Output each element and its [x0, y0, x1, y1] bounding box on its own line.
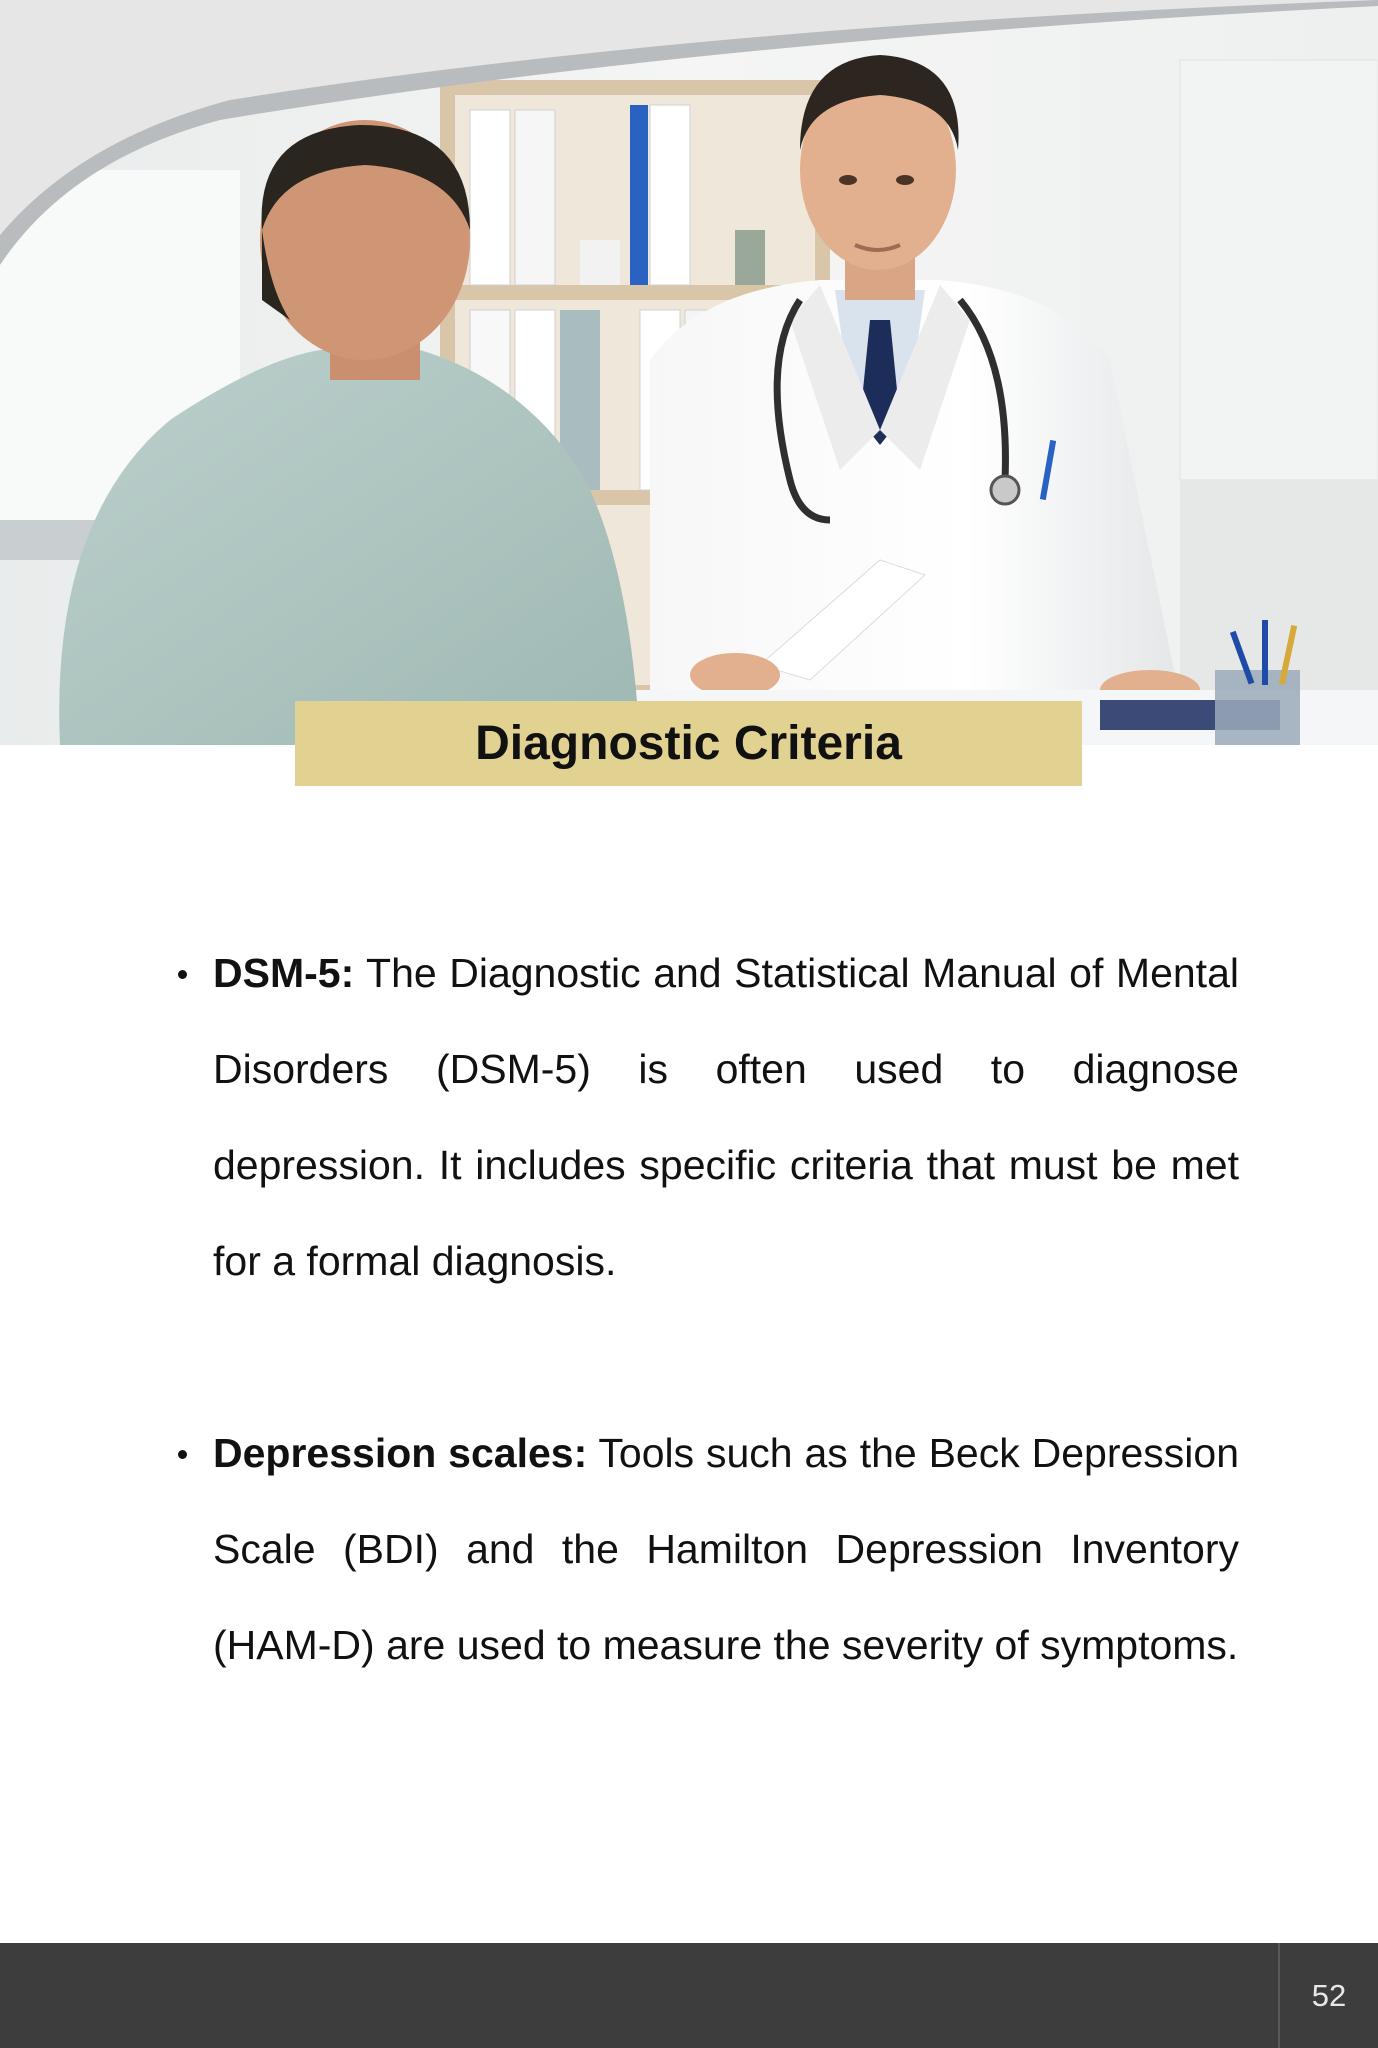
footer-bar	[0, 1943, 1378, 2048]
bullet-text: Tools such as the Beck Depression Scale (BDI) and the Hamilton Depression Inventory (HAM-D) are used to measure the severity of symptoms.	[213, 1430, 1239, 1668]
content-area	[173, 925, 1239, 1789]
bullet-text: The Diagnostic and Statistical Manual of Mental Disorders (DSM-5) is often used to diagnose depression. It includes specific criteria that must be met for a formal diagnosis.	[213, 950, 1239, 1284]
list-item-depression-scales	[173, 1405, 1239, 1693]
title-banner	[295, 701, 1082, 786]
page-title: Diagnostic Criteria	[475, 717, 902, 770]
hero-photo	[0, 0, 1378, 745]
list-item-dsm5	[173, 925, 1239, 1309]
page-number-box	[1278, 1943, 1378, 2048]
doctor-patient-illustration	[0, 0, 1378, 745]
criteria-list	[173, 925, 1239, 1693]
bullet-term: Depression scales:	[213, 1430, 588, 1476]
bullet-term: DSM-5:	[213, 950, 355, 996]
page-number: 52	[1311, 1977, 1347, 2013]
